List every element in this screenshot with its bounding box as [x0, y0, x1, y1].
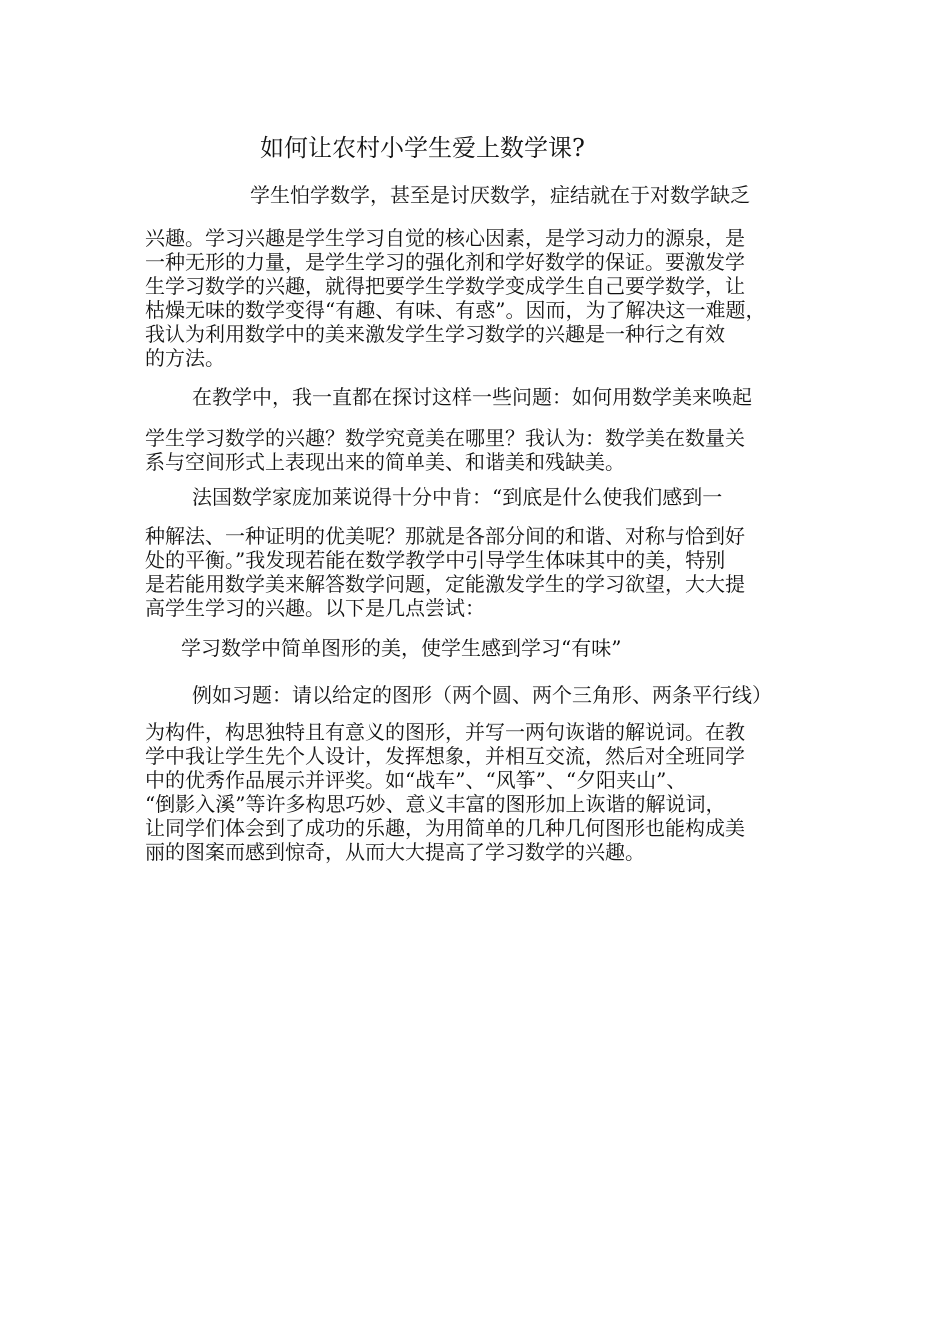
paragraph-2-body — [145, 426, 815, 474]
paragraph-line: 我认为利用数学中的美来激发学生学习数学的兴趣是一种行之有效 — [145, 322, 725, 346]
document-title: 如何让农村小学生爱上数学课? — [260, 134, 585, 162]
paragraph-1-body — [145, 226, 815, 370]
paragraph-line: 学习数学中简单图形的美，使学生感到学习“有味” — [181, 636, 622, 660]
paragraph-1 — [145, 183, 815, 207]
paragraph-line: 例如习题：请以给定的图形（两个圆、两个三角形、两条平行线） — [192, 683, 772, 707]
paragraph-line: 兴趣。学习兴趣是学生学习自觉的核心因素，是学习动力的源泉，是 — [145, 226, 745, 250]
paragraph-line: 学生怕学数学，甚至是讨厌数学，症结就在于对数学缺乏 — [250, 183, 750, 207]
paragraph-line: 处的平衡。”我发现若能在数学教学中引导学生体味其中的美，特别 — [145, 548, 726, 572]
paragraph-line: 高学生学习的兴趣。以下是几点尝试： — [145, 596, 485, 620]
paragraph-line: 是若能用数学美来解答数学问题，定能激发学生的学习欲望，大大提 — [145, 572, 745, 596]
paragraph-line: 法国数学家庞加莱说得十分中肯：“到底是什么使我们感到一 — [192, 485, 723, 509]
section-heading — [145, 636, 815, 660]
paragraph-2 — [145, 385, 815, 409]
paragraph-line: 在教学中，我一直都在探讨这样一些问题：如何用数学美来唤起 — [192, 385, 752, 409]
paragraph-line: 学中我让学生先个人设计，发挥想象，并相互交流，然后对全班同学 — [145, 744, 745, 768]
paragraph-line: 学生学习数学的兴趣？数学究竟美在哪里？我认为：数学美在数量关 — [145, 426, 745, 450]
paragraph-line: 种解法、一种证明的优美呢？那就是各部分间的和谐、对称与恰到好 — [145, 524, 745, 548]
paragraph-3-body — [145, 524, 815, 620]
paragraph-line: 一种无形的力量，是学生学习的强化剂和学好数学的保证。要激发学 — [145, 250, 745, 274]
paragraph-5-body — [145, 720, 815, 864]
paragraph-5 — [145, 683, 815, 707]
paragraph-line: 生学习数学的兴趣，就得把要学生学数学变成学生自己要学数学，让 — [145, 274, 745, 298]
paragraph-line: 枯燥无味的数学变得“有趣、有味、有惑”。因而，为了解决这一难题， — [145, 298, 766, 322]
paragraph-line: 系与空间形式上表现出来的简单美、和谐美和残缺美。 — [145, 450, 625, 474]
paragraph-line: “倒影入溪”等许多构思巧妙、意义丰富的图形加上诙谐的解说词， — [145, 792, 726, 816]
paragraph-line: 让同学们体会到了成功的乐趣，为用简单的几种几何图形也能构成美 — [145, 816, 745, 840]
paragraph-line: 中的优秀作品展示并评奖。如“战车”、“风筝”、“夕阳夹山”、 — [145, 768, 687, 792]
paragraph-line: 为构件，构思独特且有意义的图形，并写一两句诙谐的解说词。在教 — [145, 720, 745, 744]
paragraph-line: 的方法。 — [145, 346, 225, 370]
paragraph-line: 丽的图案而感到惊奇，从而大大提高了学习数学的兴趣。 — [145, 840, 645, 864]
paragraph-3 — [145, 485, 815, 509]
